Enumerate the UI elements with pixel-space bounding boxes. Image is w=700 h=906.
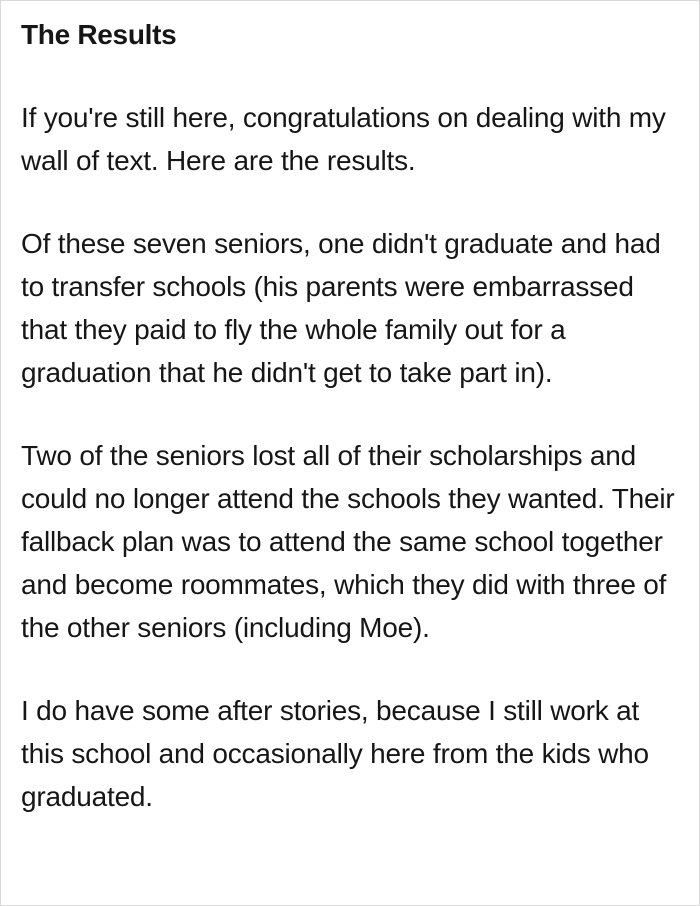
story-paragraph-after-stories: I do have some after stories, because I still work at this school and occasionally here from the kids who graduated.	[21, 695, 649, 812]
story-paragraph-scholarships: Two of the seniors lost all of their scholarships and could no longer attend the schools they wanted. Their fallback plan was to attend the same school together and become roommates, which they did with three of the other seniors (including Moe).	[21, 440, 675, 643]
story-paragraph-intro: If you're still here, congratulations on dealing with my wall of text. Here are the results.	[21, 102, 666, 176]
page-title: The Results	[21, 19, 177, 50]
story-paragraph-graduate: Of these seven seniors, one didn't graduate and had to transfer schools (his parents were embarrassed that they paid to fly the whole family out for a graduation that he didn't get to take part in).	[21, 228, 661, 388]
